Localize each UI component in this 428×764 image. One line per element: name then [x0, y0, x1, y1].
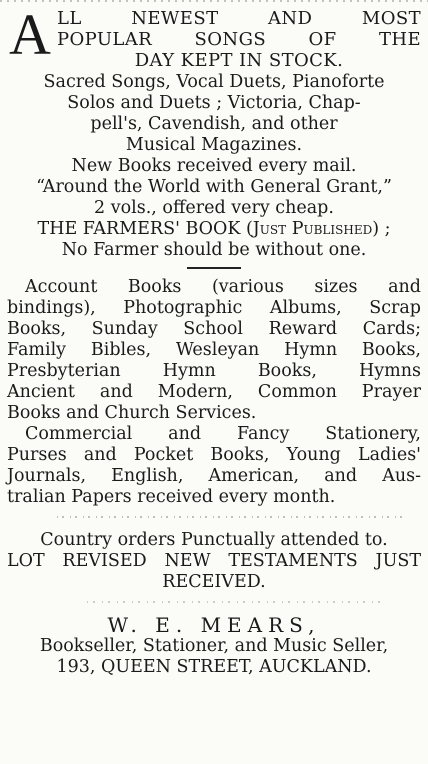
- text-line: Account Books (various sizes and: [25, 277, 421, 297]
- section-divider: [187, 267, 241, 269]
- print-speckle: [7, 508, 421, 526]
- text-line: Books and Church Services.: [7, 403, 257, 423]
- text-line: Solos and Duets ; Victoria, Chap-: [67, 93, 361, 113]
- orders-block: [7, 530, 421, 593]
- text-line: Country orders Punctually attended to.: [40, 530, 388, 550]
- top-border-ticks: [0, 0, 428, 4]
- signature-block: [7, 615, 421, 678]
- text-line: tralian Papers received every month.: [7, 487, 336, 507]
- text-line: No Farmer should be without one.: [61, 240, 367, 260]
- heading-line-2: POPULAR SONGS OF THE: [57, 29, 421, 50]
- text-line: bindings), Photographic Albums, Scrap: [7, 298, 421, 318]
- text-line: pell's, Cavendish, and other: [90, 114, 338, 134]
- merchant-trade: Bookseller, Stationer, and Music Seller,: [39, 636, 389, 656]
- print-speckle: [7, 593, 421, 611]
- text-line: Presbyterian Hymn Books, Hymns: [7, 361, 421, 381]
- text-line: THE FARMERS' BOOK (Just Published) ;: [37, 219, 391, 239]
- heading-line-3: DAY KEPT IN STOCK.: [134, 50, 344, 71]
- text-line: Purses and Pocket Books, Young Ladies': [7, 445, 421, 465]
- text-line: Ancient and Modern, Common Prayer: [7, 382, 421, 402]
- ad-heading: [7, 2, 421, 72]
- text-line: Journals, English, American, and Aus-: [7, 466, 421, 486]
- merchant-address: 193, QUEEN STREET, AUCKLAND.: [56, 657, 372, 677]
- heading-line-1: LL NEWEST AND MOST: [57, 8, 421, 29]
- text-line: Family Bibles, Wesleyan Hymn Books,: [7, 340, 421, 360]
- text-line: Sacred Songs, Vocal Duets, Pianoforte: [43, 72, 385, 92]
- text-line: Books, Sunday School Reward Cards;: [7, 319, 421, 339]
- text-line: RECEIVED.: [162, 572, 266, 592]
- books-block: [7, 277, 421, 508]
- songs-block: [7, 72, 421, 261]
- text-line: New Books received every mail.: [71, 156, 357, 176]
- text-line: “Around the World with General Grant,”: [36, 177, 392, 197]
- drop-cap: A: [9, 2, 51, 67]
- text-line: Commercial and Fancy Stationery,: [25, 424, 421, 444]
- text-line: LOT REVISED NEW TESTAMENTS JUST: [7, 551, 421, 571]
- text-line: 2 vols., offered very cheap.: [94, 198, 334, 218]
- merchant-name: W. E. MEARS,: [107, 613, 321, 637]
- text-line: Musical Magazines.: [125, 135, 303, 155]
